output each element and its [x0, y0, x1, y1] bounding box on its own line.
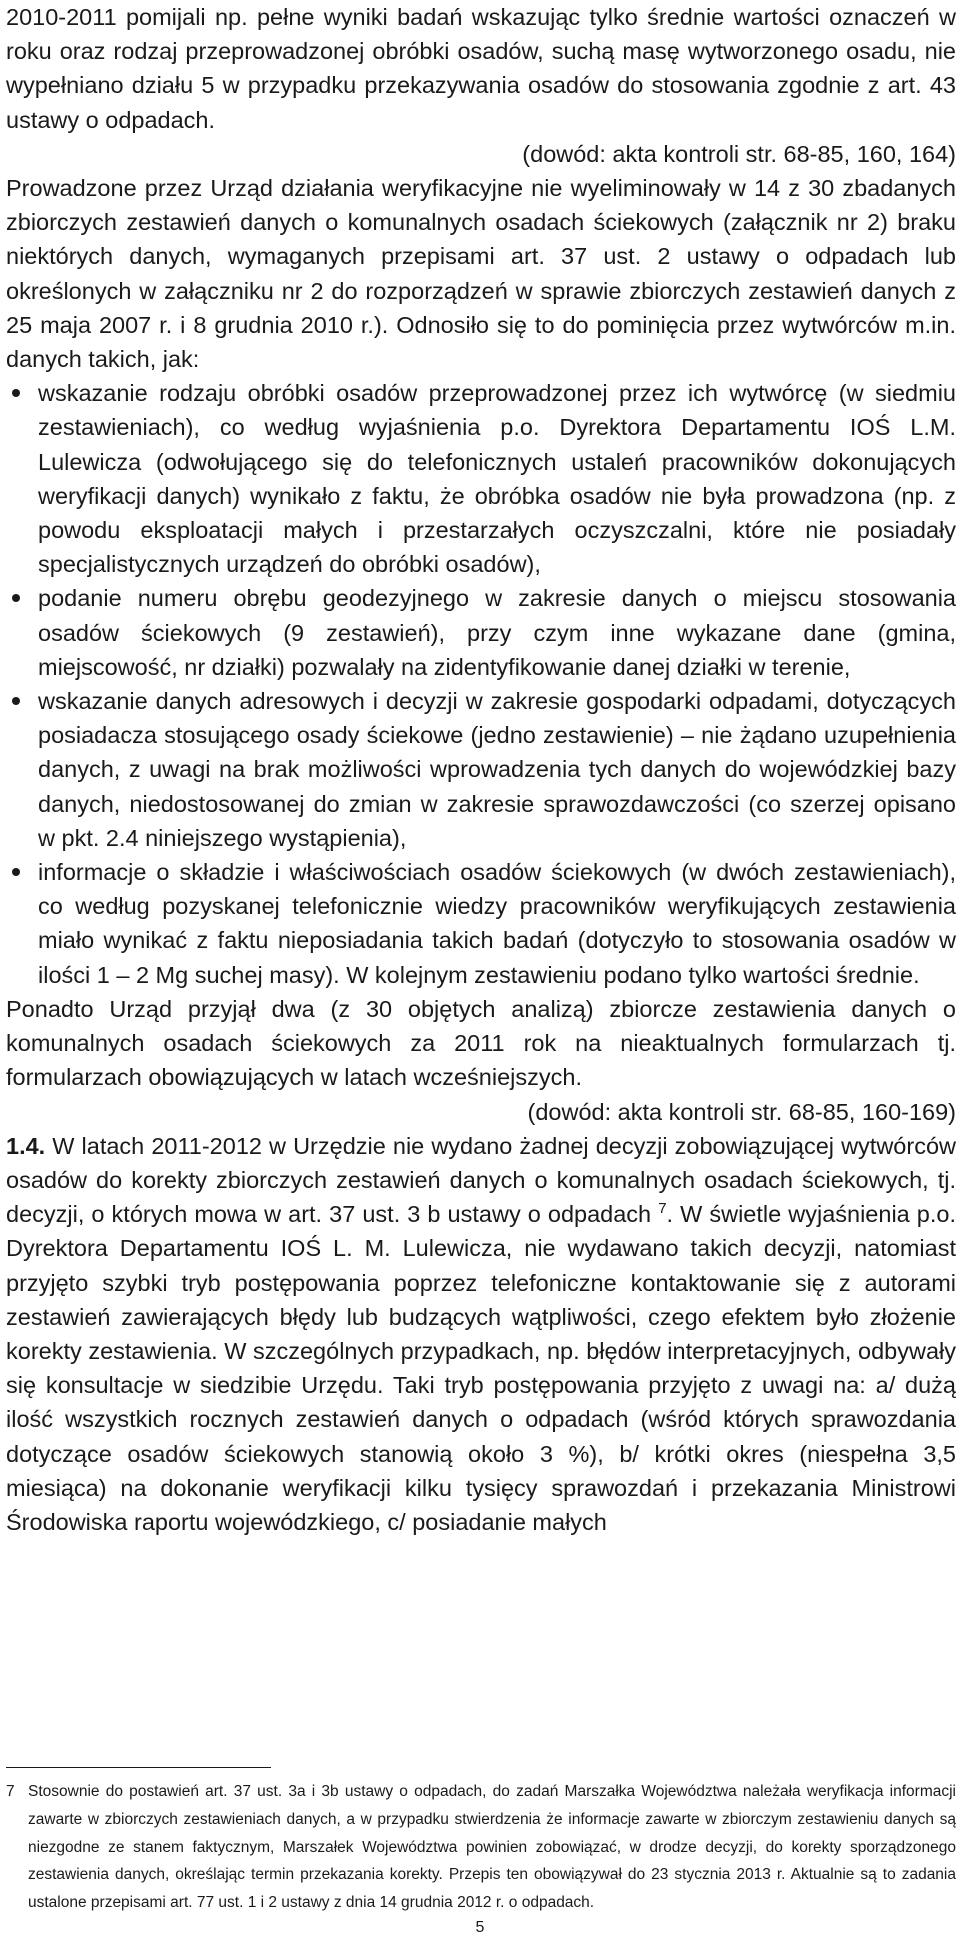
omissions-list: [6, 376, 956, 992]
footnote-separator: [6, 1767, 271, 1768]
list-item: wskazanie rodzaju obróbki osadów przeprowadzonej przez ich wytwórcę (w siedmiu zestawieniach), co według wyjaśnienia p.o. Dyrektora Departamentu IOŚ L.M. Lulewicza (odwołującego się do telefonicznych ustaleń pracowników dokonujących weryfikacji danych) wynikało z faktu, że obróbka osadów nie była prowadzona (np. z powodu eksploatacji małych i przestarzałych oczyszczalni, które nie posiadały specjalistycznych urządzeń do obróbki osadów),: [38, 376, 956, 581]
footnote: [6, 1778, 956, 1917]
section-number: 1.4.: [6, 1132, 46, 1159]
section-text-part-2: . W świetle wyjaśnienia p.o. Dyrektora Departamentu IOŚ L. M. Lulewicza, nie wydawano takich decyzji, natomiast przyjęto szybki tryb postępowania poprzez telefoniczne kontaktowanie się z autorami zestawień zawierających błędy lub budzących wątpliwości, czego efektem było złożenie korekty zestawienia. W szczególnych przypadkach, np. błędów interpretacyjnych, odbywały się konsultacje w siedzibie Urzędu. Taki tryb postępowania przyjęto z uwagi na: a/ dużą ilość wszystkich rocznych zestawień danych o odpadach (wśród których sprawozdania dotyczące osadów ściekowych stanowią około 3 %), b/ krótki okres (niespełna 3,5 miesiąca) na dokonanie weryfikacji kilku tysięcy sprawozdań i przekazania Ministrowi Środowiska raportu wojewódzkiego, c/ posiadanie małych: [6, 1201, 956, 1535]
evidence-reference: (dowód: akta kontroli str. 68-85, 160-169): [527, 1098, 956, 1125]
paragraph-verification: Prowadzone przez Urząd działania weryfikacyjne nie wyeliminowały w 14 z 30 zbadanych zbiorczych zestawień danych o komunalnych osadach ściekowych (załącznik nr 2) braku niektórych danych, wymaganych przepisami art. 37 ust. 2 ustawy o odpadach lub określonych w załączniku nr 2 do rozporządzeń w sprawie zbiorczych zestawień danych z 25 maja 2007 r. i 8 grudnia 2010 r.). Odnosiło się to do pominięcia przez wytwórców m.in. danych takich, jak:: [6, 175, 956, 373]
list-item: podanie numeru obrębu geodezyjnego w zakresie danych o miejscu stosowania osadów ściekowych (9 zestawień), przy czym inne wykazane dane (gmina, miejscowość, nr działki) pozwalały na zidentyfikowanie danej działki w terenie,: [38, 581, 956, 684]
paragraph-continuation: 2010-2011 pomijali np. pełne wyniki badań wskazując tylko średnie wartości oznaczeń w roku oraz rodzaj przeprowadzonej obróbki osadów, suchą masę wytworzonego osadu, nie wypełniano działu 5 w przypadku przekazywania osadów do stosowania zgodnie z art. 43 ustawy o odpadach.: [6, 4, 956, 133]
page-number: 5: [475, 1919, 485, 1936]
footnote-text: Stosownie do postawień art. 37 ust. 3a i 3b ustawy o odpadach, do zadań Marszałka Województwa należała weryfikacja informacji zawarte w zbiorczych zestawieniach danych, a w przypadku stwierdzenia że informacje zawarte w zbiorczym zestawieniu danych są niezgodne ze stanem faktycznym, Marszałek Województwa powinien zobowiązać, w drodze decyzji, do korekty sporządzonego zestawienia danych, określając termin przekazania korekty. Przepis ten obowiązywał do 23 stycznia 2013 r. Aktualnie są to zadania ustalone przepisami art. 77 ust. 1 i 2 ustawy z dnia 14 grudnia 2012 r. o odpadach.: [28, 1783, 956, 1912]
footnote-number: 7: [6, 1783, 15, 1800]
footnote-reference[interactable]: 7: [658, 1200, 667, 1218]
section-text-part-1: W latach 2011-2012 w Urzędzie nie wydano żadnej decyzji zobowiązującej wytwórców osadów do korekty zbiorczych zestawień danych o komunalnych osadach ściekowych, tj. decyzji, o których mowa w art. 37 ust. 3 b ustawy o odpadach: [6, 1132, 956, 1228]
list-item: informacje o składzie i właściwościach osadów ściekowych (w dwóch zestawieniach), co według pozyskanej telefonicznie wiedzy pracowników weryfikujących zestawienia miało wynikać z faktu nieposiadania takich badań (dotyczyło to stosowania osadów w ilości 1 – 2 Mg suchej masy). W kolejnym zestawieniu podano tylko wartości średnie.: [38, 855, 956, 992]
evidence-reference: (dowód: akta kontroli str. 68-85, 160, 164): [522, 140, 956, 167]
section-1-4: [6, 1129, 956, 1539]
main-text: [6, 0, 956, 1539]
list-item: wskazanie danych adresowych i decyzji w zakresie gospodarki odpadami, dotyczących posiadacza stosującego osady ściekowe (jedno zestawienie) – nie żądano uzupełnienia danych, z uwagi na brak możliwości wprowadzenia tych danych do wojewódzkiej bazy danych, niedostosowanej do zmian w zakresie sprawozdawczości (co szerzej opisano w pkt. 2.4 niniejszego wystąpienia),: [38, 684, 956, 855]
paragraph-forms: Ponadto Urząd przyjął dwa (z 30 objętych analizą) zbiorcze zestawienia danych o komunalnych osadach ściekowych za 2011 rok na nieaktualnych formularzach tj. formularzach obowiązujących w latach wcześniejszych.: [6, 995, 956, 1091]
